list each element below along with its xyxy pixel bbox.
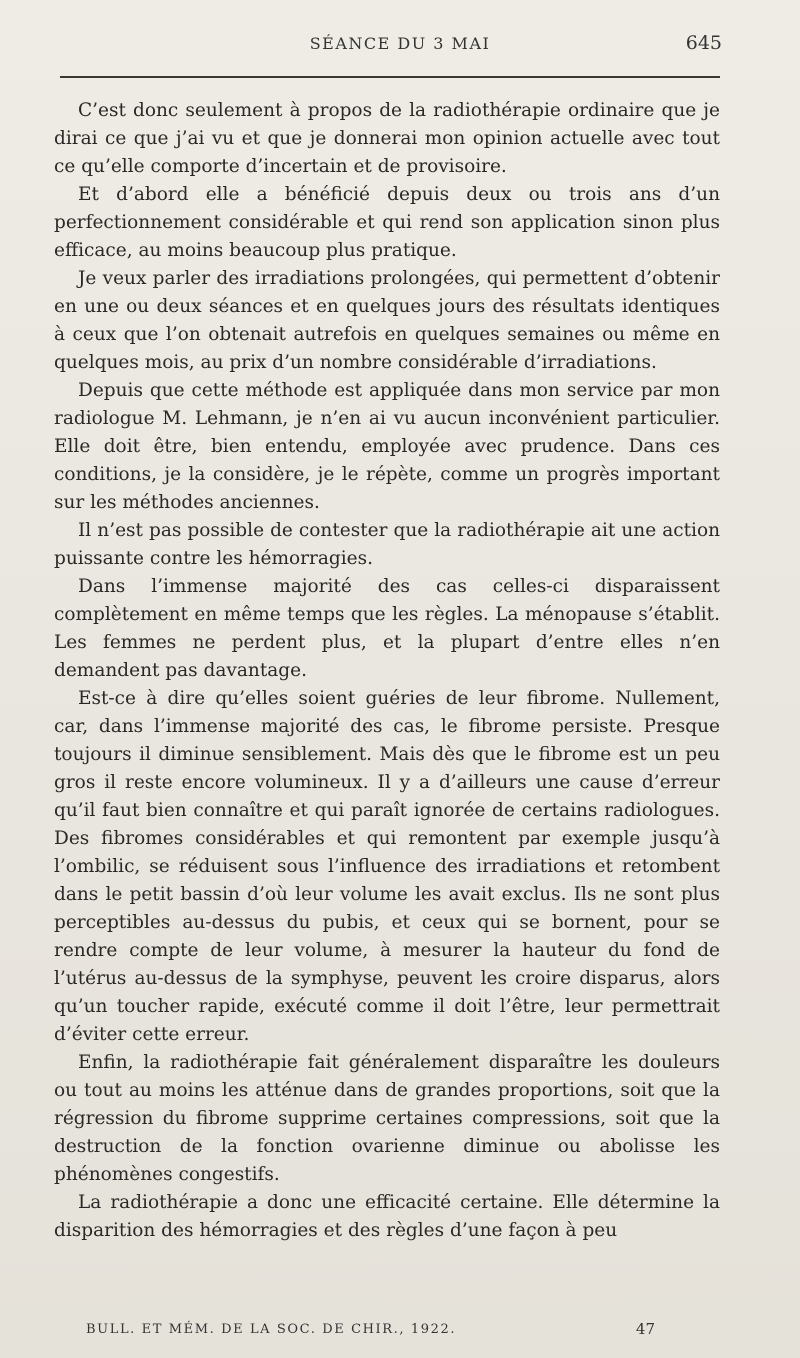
signature-mark: 47 [635, 1320, 655, 1338]
paragraph: Je veux parler des irradiations prolongées, qui permettent d’obtenir en une ou deux séances et en quelques jours des résultats identiques à ceux que l’on obtenait autrefois en quelques semaines ou même en quelques mois, au prix d’un nombre considérable d’irradiations. [54, 268, 720, 373]
running-title: SÉANCE DU 3 MAI [309, 34, 491, 53]
paragraph: Est-ce à dire qu’elles soient guéries de leur fibrome. Nullement, car, dans l’immense majorité des cas, le fibrome persiste. Presque toujours il diminue sensiblement. Mais dès que le fibrome est un peu gros il reste encore volumineux. Il y a d’ailleurs une cause d’erreur qu’il faut bien connaître et qui paraît ignorée de certains radiologues. Des fibromes considérables et qui remontent par exemple jusqu’à l’ombilic, se réduisent sous l’influence des irradiations et retombent dans le petit bassin d’où leur volume les avait exclus. Ils ne sont plus perceptibles au-dessus du pubis, et ceux qui se bornent, pour se rendre compte de leur volume, à mesurer la hauteur du fond de l’utérus au-dessus de la symphyse, peuvent les croire disparus, alors qu’un toucher rapide, exécuté comme il doit l’être, leur permettrait d’éviter cette erreur. [54, 688, 720, 1045]
body-text [54, 97, 720, 1245]
paragraph: Et d’abord elle a bénéficié depuis deux ou trois ans d’un perfectionnement considérable et qui rend son application sinon plus efficace, au moins beaucoup plus pratique. [54, 184, 720, 261]
paragraph: C’est donc seulement à propos de la radiothérapie ordinaire que je dirai ce que j’ai vu et que je donnerai mon opinion actuelle avec tout ce qu’elle comporte d’incertain et de provisoire. [54, 100, 720, 177]
paragraph: Depuis que cette méthode est appliquée dans mon service par mon radiologue M. Lehmann, je n’en ai vu aucun inconvénient particulier. Elle doit être, bien entendu, employée avec prudence. Dans ces conditions, je la considère, je le répète, comme un progrès important sur les méthodes anciennes. [54, 380, 720, 513]
page-number: 645 [685, 32, 722, 54]
paragraph: Il n’est pas possible de contester que la radiothérapie ait une action puissante contre les hémorragies. [54, 520, 720, 569]
paragraph: Dans l’immense majorité des cas celles-ci disparaissent complètement en même temps que les règles. La ménopause s’établit. Les femmes ne perdent plus, et la plupart d’entre elles n’en demandent pas davantage. [54, 576, 720, 681]
running-head [0, 30, 800, 60]
page-footer [0, 1318, 800, 1344]
paragraph: Enfin, la radiothérapie fait généralement disparaître les douleurs ou tout au moins les atténue dans de grandes proportions, soit que la régression du fibrome supprime certaines compressions, soit que la destruction de la fonction ovarienne diminue ou abolisse les phénomènes congestifs. [54, 1052, 720, 1185]
header-rule [60, 76, 720, 78]
paragraph: La radiothérapie a donc une efficacité certaine. Elle détermine la disparition des hémorragies et des règles d’une façon à peu [54, 1192, 720, 1241]
journal-line: BULL. ET MÉM. DE LA SOC. DE CHIR., 1922. [86, 1322, 457, 1337]
